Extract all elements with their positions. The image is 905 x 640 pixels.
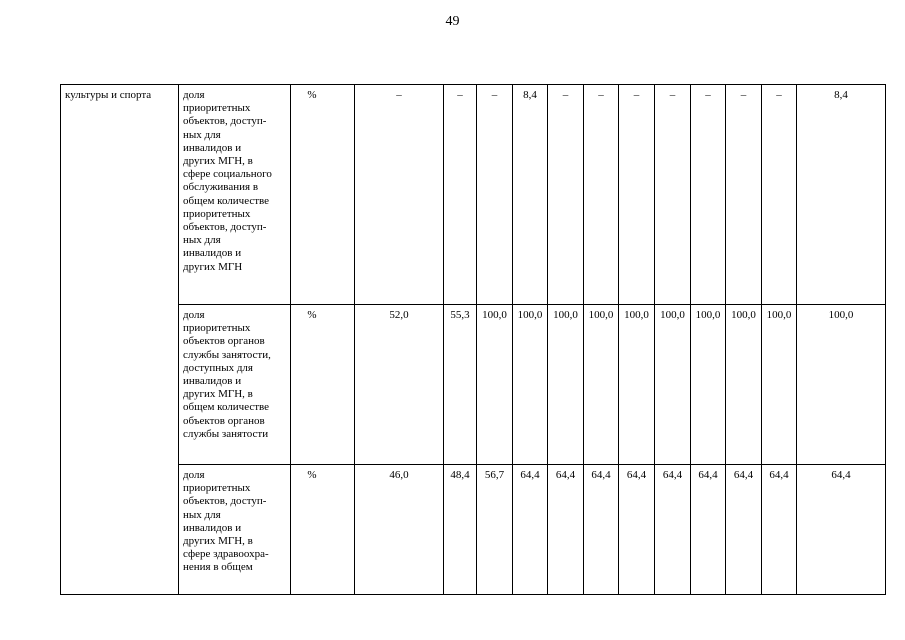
value-cell: 100,0 bbox=[726, 305, 762, 465]
value-cell: 8,4 bbox=[797, 85, 886, 305]
value-cell: 100,0 bbox=[655, 305, 691, 465]
value-cell: 100,0 bbox=[548, 305, 584, 465]
indicators-table bbox=[60, 84, 886, 595]
value-cell: 64,4 bbox=[691, 465, 726, 595]
value-cell: 100,0 bbox=[762, 305, 797, 465]
table-row bbox=[61, 305, 886, 465]
value-cell: 100,0 bbox=[797, 305, 886, 465]
value-cell: – bbox=[584, 85, 619, 305]
section-cell: культуры и спорта bbox=[61, 85, 179, 595]
value-cell: – bbox=[444, 85, 477, 305]
value-cell: 64,4 bbox=[619, 465, 655, 595]
unit-cell: % bbox=[291, 465, 355, 595]
value-cell: 56,7 bbox=[477, 465, 513, 595]
indicator-cell: доля приоритетных объектов органов службы занятости, доступных для инвалидов и других МГН, в общем количестве объектов органов службы занятости bbox=[179, 305, 291, 465]
value-cell: – bbox=[726, 85, 762, 305]
value-cell: 64,4 bbox=[726, 465, 762, 595]
value-cell: 64,4 bbox=[762, 465, 797, 595]
value-cell: – bbox=[762, 85, 797, 305]
table-row bbox=[61, 85, 886, 305]
page-number: 49 bbox=[445, 14, 460, 29]
value-cell: 64,4 bbox=[548, 465, 584, 595]
table-row bbox=[61, 465, 886, 595]
value-cell: 100,0 bbox=[477, 305, 513, 465]
value-cell: 52,0 bbox=[355, 305, 444, 465]
value-cell: 100,0 bbox=[619, 305, 655, 465]
value-cell: 64,4 bbox=[655, 465, 691, 595]
value-cell: – bbox=[691, 85, 726, 305]
value-cell: – bbox=[355, 85, 444, 305]
value-cell: – bbox=[477, 85, 513, 305]
value-cell: 55,3 bbox=[444, 305, 477, 465]
value-cell: – bbox=[655, 85, 691, 305]
indicator-cell: доля приоритетных объектов, доступ- ных для инвалидов и других МГН, в сфере социального обслуживания в общем количестве приоритетных объектов, доступ- ных для инвалидов и других МГН bbox=[179, 85, 291, 305]
value-cell: 100,0 bbox=[584, 305, 619, 465]
value-cell: 48,4 bbox=[444, 465, 477, 595]
value-cell: 100,0 bbox=[513, 305, 548, 465]
value-cell: 100,0 bbox=[691, 305, 726, 465]
value-cell: – bbox=[548, 85, 584, 305]
value-cell: 64,4 bbox=[513, 465, 548, 595]
unit-cell: % bbox=[291, 305, 355, 465]
value-cell: 46,0 bbox=[355, 465, 444, 595]
value-cell: 64,4 bbox=[797, 465, 886, 595]
indicator-cell: доля приоритетных объектов, доступ- ных для инвалидов и других МГН, в сфере здравоохра- нения в общем bbox=[179, 465, 291, 595]
value-cell: – bbox=[619, 85, 655, 305]
unit-cell: % bbox=[291, 85, 355, 305]
value-cell: 8,4 bbox=[513, 85, 548, 305]
value-cell: 64,4 bbox=[584, 465, 619, 595]
